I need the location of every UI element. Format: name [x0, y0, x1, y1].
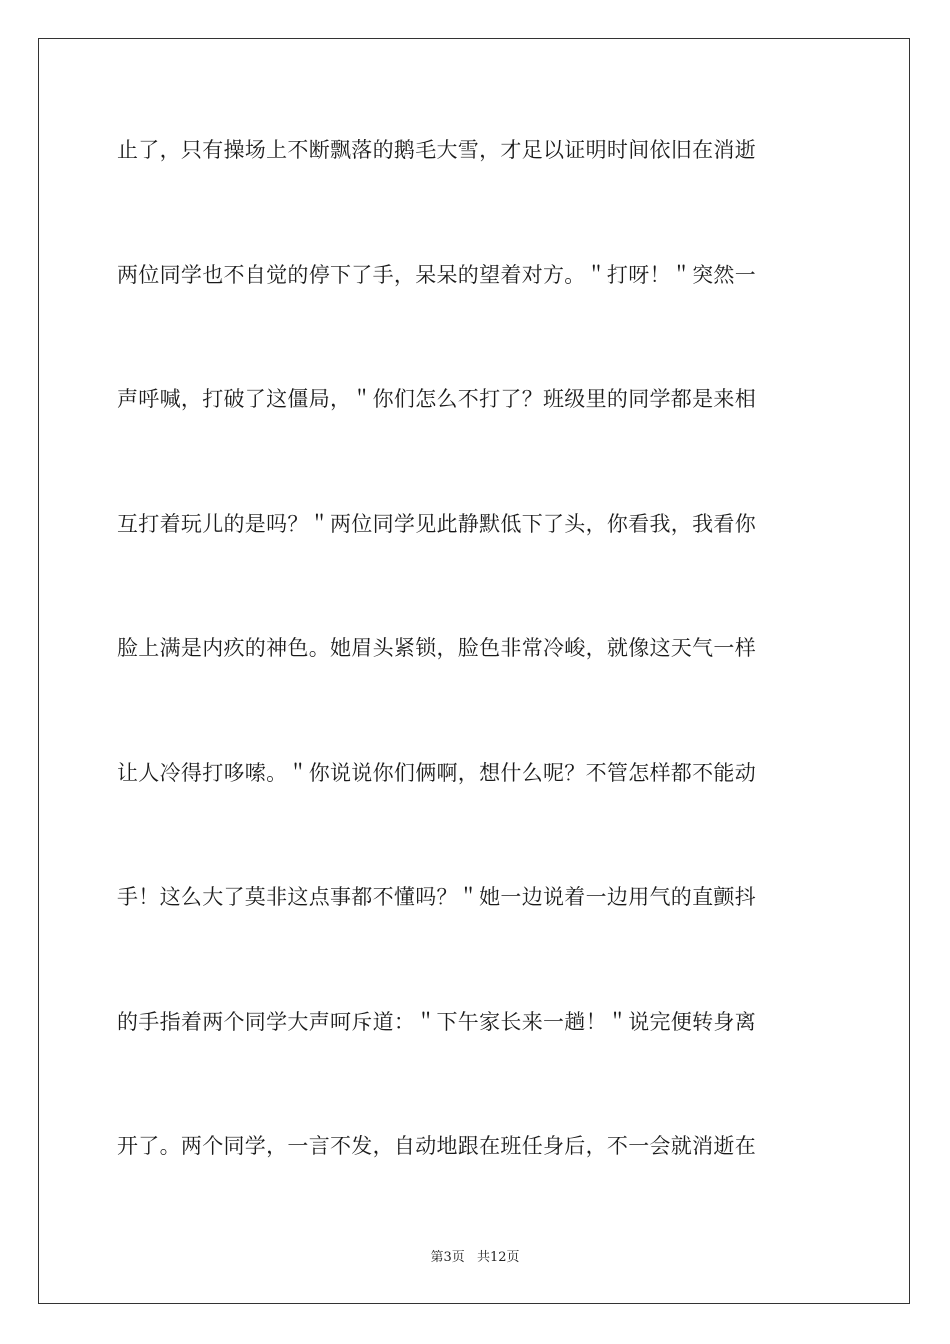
text-line: 让人冷得打哆嗦。＂你说说你们俩啊，想什么呢？不管怎样都不能动: [117, 760, 756, 785]
page-number: 第3页: [430, 1250, 465, 1265]
page-footer: [0, 1246, 950, 1265]
text-line: 互打着玩儿的是吗？＂两位同学见此静默低下了头，你看我，我看你: [117, 511, 756, 536]
text-line: 手！这么大了莫非这点事都不懂吗？＂她一边说着一边用气的直颤抖: [117, 885, 756, 909]
text-line: 的手指着两个同学大声呵斥道：＂下午家长来一趟！＂说完便转身离: [117, 1009, 756, 1034]
page-total: 共12页: [476, 1250, 520, 1265]
text-line: 脸上满是内疚的神色。她眉头紧锁，脸色非常冷峻，就像这天气一样: [117, 636, 756, 660]
document-body: [117, 130, 837, 1251]
text-line: 声呼喊，打破了这僵局，＂你们怎么不打了？班级里的同学都是来相: [117, 387, 756, 411]
text-line: 两位同学也不自觉的停下了手，呆呆的望着对方。＂打呀！＂突然一: [117, 262, 756, 287]
text-line: 开了。两个同学，一言不发，自动地跟在班任身后，不一会就消逝在: [117, 1134, 756, 1158]
text-line: 止了，只有操场上不断飘落的鹅毛大雪，才足以证明时间依旧在消逝: [117, 138, 756, 162]
